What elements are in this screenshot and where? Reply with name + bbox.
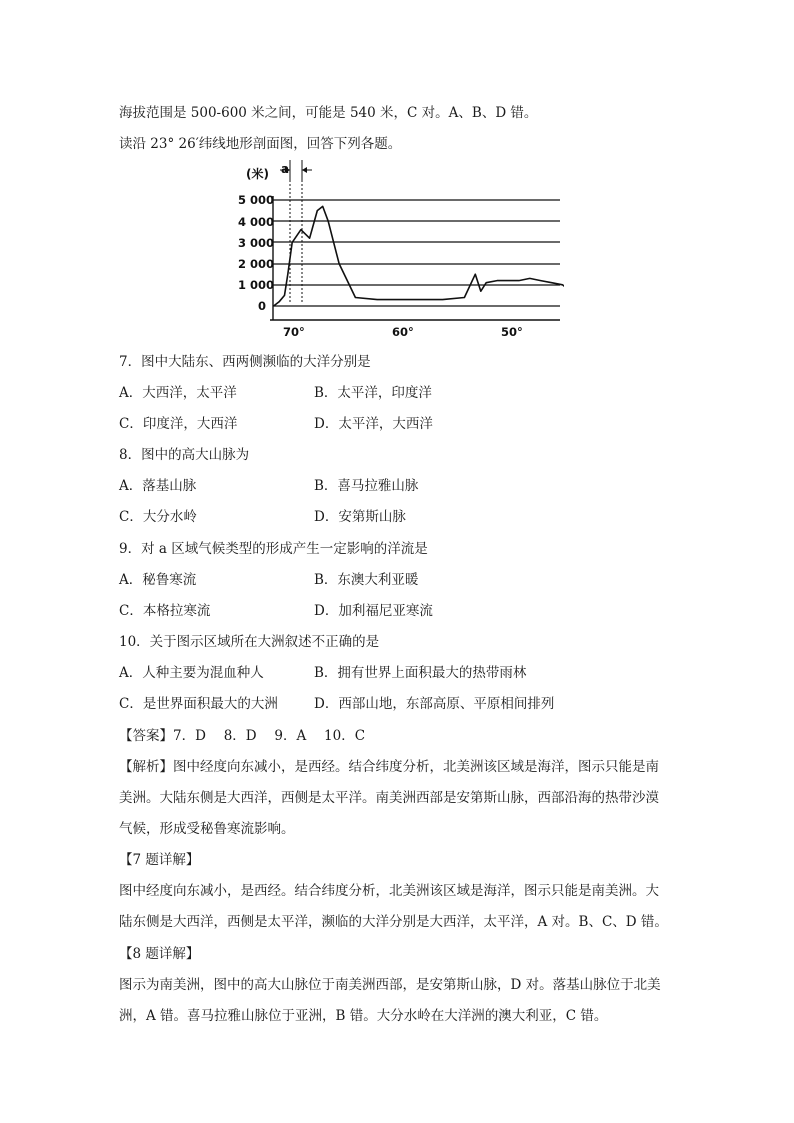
- q7-option-d: D．太平洋，大西洋: [314, 416, 433, 432]
- detail-7-line-1: 图中经度向东减小，是西经。结合纬度分析，北美洲该区域是海洋，图示只能是南美洲。大: [119, 883, 659, 899]
- y-unit-label: (米): [246, 167, 269, 181]
- x-tick-70: 70°: [283, 325, 305, 339]
- q7-option-a: A．大西洋，太平洋: [119, 385, 237, 401]
- q9-option-d: D．加利福尼亚寒流: [314, 603, 433, 619]
- detail-8-line-2: 洲，A 错。喜马拉雅山脉位于亚洲，B 错。大分水岭在大洋洲的澳大利亚，C 错。: [119, 1008, 608, 1024]
- q8-option-b: B．喜马拉雅山脉: [314, 478, 419, 494]
- q7-option-b: B．太平洋，印度洋: [314, 385, 432, 401]
- q9-option-a: A．秘鲁寒流: [119, 572, 197, 588]
- terrain-profile-figure: [228, 158, 564, 343]
- q7-option-c: C．印度洋，大西洋: [119, 416, 238, 432]
- analysis-line-2: 美洲。大陆东侧是大西洋，西侧是太平洋。南美洲西部是安第斯山脉，西部沿海的热带沙漠: [119, 790, 659, 806]
- y-tick-4000: 4 000: [238, 215, 275, 229]
- x-tick-50: 50°: [501, 325, 523, 339]
- q9-option-c: C．本格拉寒流: [119, 603, 211, 619]
- question-8-stem: 8．图中的高大山脉为: [119, 447, 250, 463]
- marker-arrowhead-right: [302, 167, 307, 173]
- q10-option-a: A．人种主要为混血种人: [119, 665, 264, 681]
- q9-option-b: B．东澳大利亚暖: [314, 572, 419, 588]
- marker-label: a: [281, 162, 290, 176]
- y-tick-2000: 2 000: [238, 257, 275, 271]
- y-tick-1000: 1 000: [238, 278, 275, 292]
- q10-option-d: D．西部山地，东部高原、平原相间排列: [314, 696, 555, 712]
- q10-option-b: B．拥有世界上面积最大的热带雨林: [314, 665, 527, 681]
- analysis-line-1: 【解析】图中经度向东减小，是西经。结合纬度分析，北美洲该区域是海洋，图示只能是南: [119, 759, 659, 775]
- detail-7-title: 【7 题详解】: [119, 852, 200, 868]
- q8-option-d: D．安第斯山脉: [314, 509, 406, 525]
- intro-line: 海拔范围是 500-600 米之间，可能是 540 米，C 对。A、B、D 错。: [119, 105, 538, 121]
- terrain-profile-chart: [228, 158, 564, 343]
- analysis-line-3: 气候，形成受秘鲁寒流影响。: [119, 821, 295, 837]
- y-tick-3000: 3 000: [238, 236, 275, 250]
- q10-option-c: C．是世界面积最大的大洲: [119, 696, 278, 712]
- y-tick-5000: 5 000: [238, 193, 275, 207]
- q8-option-a: A．落基山脉: [119, 478, 197, 494]
- x-tick-60: 60°: [392, 325, 414, 339]
- detail-8-line-1: 图示为南美洲，图中的高大山脉位于南美洲西部，是安第斯山脉，D 对。落基山脉位于北美: [119, 977, 661, 993]
- question-stem: 读沿 23° 26′纬线地形剖面图，回答下列各题。: [119, 136, 402, 152]
- answer-line: 【答案】7．D 8．D 9．A 10．C: [119, 728, 366, 744]
- y-tick-0: 0: [258, 299, 267, 313]
- question-10-stem: 10．关于图示区域所在大洲叙述不正确的是: [119, 634, 380, 650]
- detail-8-title: 【8 题详解】: [119, 946, 200, 962]
- detail-7-line-2: 陆东侧是大西洋，西侧是太平洋，濒临的大洋分别是大西洋，太平洋，A 对。B、C、D 错。: [119, 914, 668, 930]
- question-7-stem: 7．图中大陆东、西两侧濒临的大洋分别是: [119, 354, 371, 370]
- question-9-stem: 9．对 a 区域气候类型的形成产生一定影响的洋流是: [119, 541, 428, 557]
- q8-option-c: C．大分水岭: [119, 509, 197, 525]
